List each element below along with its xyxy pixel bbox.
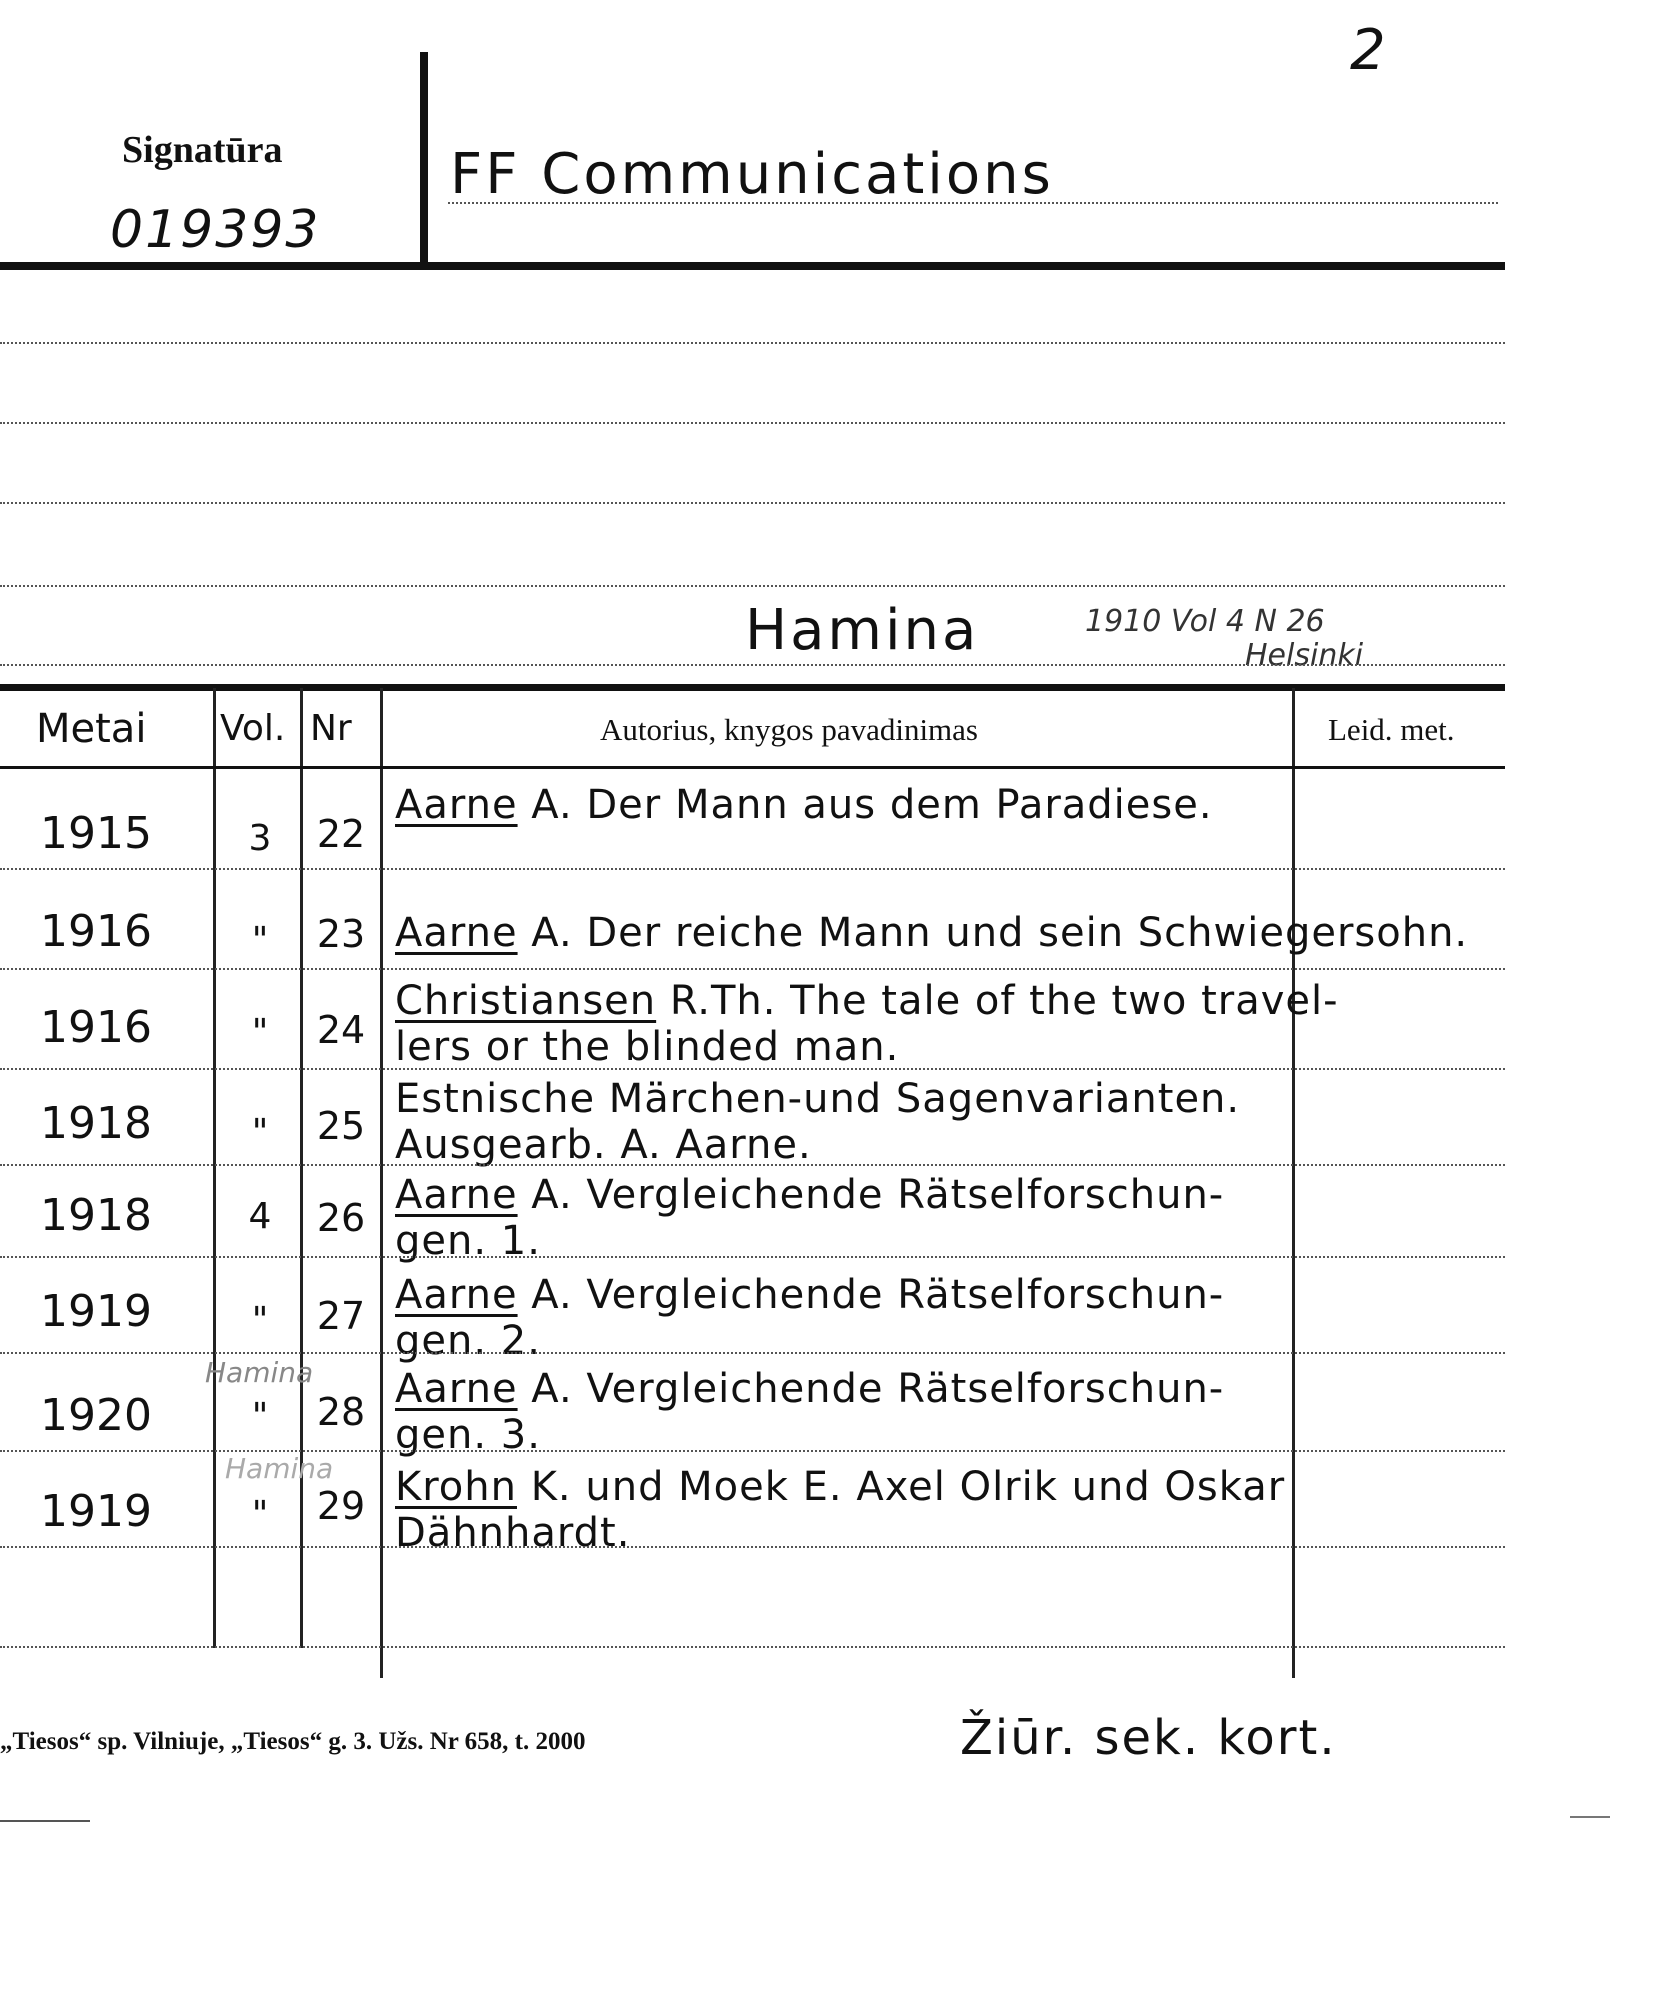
- row-title: [395, 910, 1635, 956]
- place-note: 1910 Vol 4 N 26: [1085, 604, 1325, 639]
- row-title: [395, 1464, 1635, 1556]
- row-divider: [0, 1352, 1505, 1354]
- row-vol: ": [251, 1112, 269, 1153]
- row-vol: ": [251, 1300, 269, 1341]
- header-underline: [0, 766, 1505, 769]
- row-title: [395, 1366, 1635, 1458]
- col-line-no: [380, 688, 383, 1678]
- row-title-line1: A. Der reiche Mann und sein Schwiegersohn.: [517, 910, 1469, 956]
- row-no: 25: [316, 1104, 366, 1148]
- header-vol: Vol.: [220, 708, 286, 749]
- row-author: Christiansen: [395, 978, 657, 1024]
- row-year: 1918: [40, 1190, 152, 1241]
- row-title: [395, 978, 1635, 1070]
- row-no: 22: [316, 812, 366, 856]
- header-no: Nr: [310, 708, 352, 749]
- row-no: 23: [316, 912, 366, 956]
- row-title-line1: A. Der Mann aus dem Paradiese.: [517, 782, 1213, 828]
- row-year: 1918: [40, 1098, 152, 1149]
- row-author: Aarne: [395, 782, 518, 828]
- row-no: 29: [316, 1484, 366, 1528]
- row-title: [395, 1076, 1635, 1168]
- row-vol: 4: [248, 1196, 272, 1237]
- row-vol: ": [251, 1494, 269, 1535]
- header-divider: [420, 52, 428, 262]
- header-years: Metai: [36, 706, 147, 752]
- row-year: 1915: [40, 808, 152, 859]
- see-next-card: Žiūr. sek. kort.: [960, 1710, 1337, 1766]
- bottom-right-mark: [1570, 1816, 1610, 1818]
- page-mark: 2: [1350, 18, 1386, 83]
- bottom-left-mark: [0, 1820, 90, 1822]
- row-author: Aarne: [395, 1172, 518, 1218]
- blank-line-1: [0, 342, 1505, 344]
- row-title-line1: A. Vergleichende Rätselforschun-: [517, 1272, 1225, 1318]
- blank-line-4: [0, 585, 1505, 587]
- signatura-value: 019393: [110, 200, 321, 260]
- printer-imprint: „Tiesos“ sp. Vilniuje, „Tiesos“ g. 3. Užs. Nr 658, t. 2000: [0, 1728, 586, 1755]
- signatura-label: Signatūra: [122, 129, 283, 171]
- row-author: Aarne: [395, 1272, 518, 1318]
- row-no: 28: [316, 1390, 366, 1434]
- col-line-years: [213, 688, 216, 1648]
- header-author-title: Autorius, knygos pavadinimas: [600, 712, 978, 747]
- row-divider: [0, 1546, 1505, 1548]
- row-title: [395, 782, 1635, 828]
- header-rule: [0, 262, 1505, 270]
- title-dotted-line: [448, 202, 1498, 204]
- row-no: 24: [316, 1008, 366, 1052]
- row-title: [395, 1272, 1635, 1364]
- row-title-line1: Estnische Märchen-und Sagenvarianten.: [395, 1076, 1241, 1122]
- row-title-line1: A. Vergleichende Rätselforschun-: [517, 1172, 1225, 1218]
- row-divider: [0, 1646, 1505, 1648]
- row-title-line2: Ausgearb. A. Aarne.: [395, 1122, 812, 1168]
- row-author: Aarne: [395, 910, 518, 956]
- blank-line-2: [0, 422, 1505, 424]
- row-stamp: Hamina: [205, 1356, 314, 1389]
- row-vol: ": [251, 920, 269, 961]
- row-year: 1916: [40, 906, 152, 957]
- row-divider: [0, 1256, 1505, 1258]
- row-title-line1: R.Th. The tale of the two travel-: [656, 978, 1339, 1024]
- col-line-vol: [300, 688, 303, 1648]
- row-year: 1920: [40, 1390, 152, 1441]
- row-divider: [0, 968, 1505, 970]
- row-vol: 3: [248, 818, 272, 859]
- row-author: Krohn: [395, 1464, 517, 1510]
- row-title-line2: gen. 3.: [395, 1412, 541, 1458]
- row-divider: [0, 1068, 1505, 1070]
- table-top-rule: [0, 684, 1505, 691]
- series-title: FF Communications: [450, 142, 1054, 207]
- row-divider: [0, 868, 1505, 870]
- row-vol: ": [251, 1012, 269, 1053]
- blank-line-3: [0, 502, 1505, 504]
- place: Hamina: [745, 598, 980, 663]
- row-year: 1919: [40, 1286, 152, 1337]
- row-title: [395, 1172, 1635, 1264]
- row-title-line2: gen. 1.: [395, 1218, 541, 1264]
- place-note-city: Helsinki: [1245, 638, 1364, 673]
- row-no: 27: [316, 1294, 366, 1338]
- row-author: Aarne: [395, 1366, 518, 1412]
- row-title-line1: K. und Moek E. Axel Olrik und Oskar: [516, 1464, 1286, 1510]
- row-divider: [0, 1164, 1505, 1166]
- row-title-line2: gen. 2.: [395, 1318, 541, 1364]
- row-vol: ": [251, 1396, 269, 1437]
- row-year: 1919: [40, 1486, 152, 1537]
- row-title-line2: Dähnhardt.: [395, 1510, 631, 1556]
- row-no: 26: [316, 1196, 366, 1240]
- row-title-line1: A. Vergleichende Rätselforschun-: [517, 1366, 1225, 1412]
- row-title-line2: lers or the blinded man.: [395, 1024, 900, 1070]
- row-year: 1916: [40, 1002, 152, 1053]
- row-stamp: Hamina: [225, 1452, 334, 1485]
- header-pub-year: Leid. met.: [1328, 712, 1455, 747]
- place-dotted-line: [0, 664, 1505, 666]
